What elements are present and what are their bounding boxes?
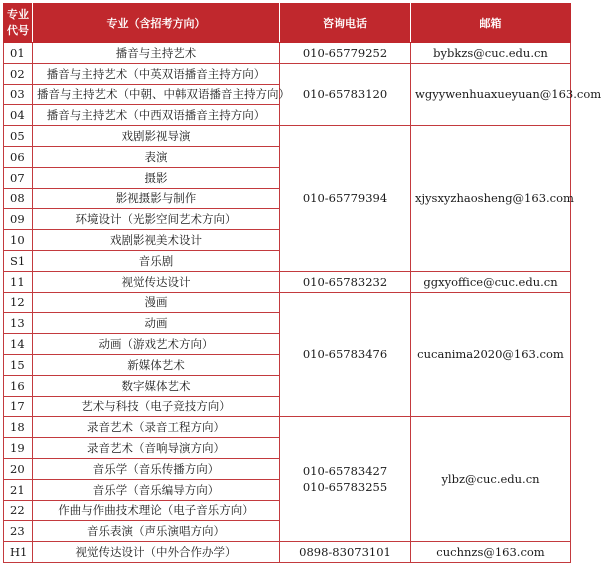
major-name: 表演 <box>33 146 280 167</box>
major-name: 音乐学（音乐传播方向） <box>33 458 280 479</box>
phone-number: 010-65779252 <box>302 45 388 60</box>
table-row <box>4 43 571 64</box>
header-code-line1: 专业 <box>7 8 29 21</box>
contact-phone <box>280 63 411 125</box>
contact-phone <box>280 126 411 272</box>
major-name: 影视摄影与制作 <box>33 188 280 209</box>
major-name: 录音艺术（音响导演方向） <box>33 438 280 459</box>
major-code: 08 <box>4 188 33 209</box>
major-name: 音乐学（音乐编导方向） <box>33 479 280 500</box>
major-code: 21 <box>4 479 33 500</box>
major-name: 录音艺术（录音工程方向） <box>33 417 280 438</box>
contact-email: cucanima2020@163.com <box>411 292 571 417</box>
major-name: 播音与主持艺术（中西双语播音主持方向） <box>33 105 280 126</box>
major-code: 19 <box>4 438 33 459</box>
major-name: 播音与主持艺术（中英双语播音主持方向） <box>33 63 280 84</box>
table-row <box>4 271 571 292</box>
major-name: 动画 <box>33 313 280 334</box>
major-name: 戏剧影视美术设计 <box>33 230 280 251</box>
phone-number: 0898-83073101 <box>299 545 391 560</box>
major-name: 视觉传达设计 <box>33 271 280 292</box>
phone-number: 010-65783476 <box>302 347 388 362</box>
phone-number: 010-65779394 <box>302 191 388 206</box>
header-code-line2: 代号 <box>7 24 29 37</box>
phone-number: 010-65783255 <box>302 480 388 495</box>
table-row <box>4 417 571 438</box>
major-code: 16 <box>4 375 33 396</box>
major-code: 06 <box>4 146 33 167</box>
major-code: 04 <box>4 105 33 126</box>
contact-email: xjysxyzhaosheng@163.com <box>411 126 571 272</box>
table-row <box>4 292 571 313</box>
major-code: 11 <box>4 271 33 292</box>
major-name: 播音与主持艺术（中朝、中韩双语播音主持方向） <box>33 84 280 105</box>
major-name: 环境设计（光影空间艺术方向） <box>33 209 280 230</box>
table-row <box>4 542 571 563</box>
major-code: 12 <box>4 292 33 313</box>
major-name: 艺术与科技（电子竞技方向） <box>33 396 280 417</box>
major-name: 数字媒体艺术 <box>33 375 280 396</box>
phone-number: 010-65783427 <box>302 464 388 479</box>
contact-phone <box>280 542 411 563</box>
contact-email: ggxyoffice@cuc.edu.cn <box>411 271 571 292</box>
major-name: 播音与主持艺术 <box>33 43 280 64</box>
major-code: 22 <box>4 500 33 521</box>
major-code: 17 <box>4 396 33 417</box>
major-name: 新媒体艺术 <box>33 354 280 375</box>
major-name: 动画（游戏艺术方向） <box>33 334 280 355</box>
major-name: 音乐剧 <box>33 250 280 271</box>
major-name: 视觉传达设计（中外合作办学） <box>33 542 280 563</box>
major-name: 摄影 <box>33 167 280 188</box>
header-code <box>4 4 33 43</box>
contact-phone <box>280 43 411 64</box>
admissions-contact-table <box>3 3 601 563</box>
major-code: 03 <box>4 84 33 105</box>
major-name: 作曲与作曲技术理论（电子音乐方向） <box>33 500 280 521</box>
major-code: S1 <box>4 250 33 271</box>
header-email: 邮箱 <box>411 4 571 43</box>
major-name: 戏剧影视导演 <box>33 126 280 147</box>
contact-email: bybkzs@cuc.edu.cn <box>411 43 571 64</box>
major-code: 20 <box>4 458 33 479</box>
major-code: 23 <box>4 521 33 542</box>
contact-phone <box>280 271 411 292</box>
major-code: 14 <box>4 334 33 355</box>
phone-number: 010-65783120 <box>302 87 388 102</box>
major-code: 13 <box>4 313 33 334</box>
major-code: 18 <box>4 417 33 438</box>
major-code: 05 <box>4 126 33 147</box>
header-major: 专业（含招考方向） <box>33 4 280 43</box>
header-phone: 咨询电话 <box>280 4 411 43</box>
contact-email: wgyywenhuaxueyuan@163.com <box>411 63 571 125</box>
major-code: 15 <box>4 354 33 375</box>
major-name: 漫画 <box>33 292 280 313</box>
major-name: 音乐表演（声乐演唱方向） <box>33 521 280 542</box>
table-row <box>4 63 571 84</box>
major-code: 09 <box>4 209 33 230</box>
contact-email: cuchnzs@163.com <box>411 542 571 563</box>
major-code: 02 <box>4 63 33 84</box>
major-code: 07 <box>4 167 33 188</box>
major-code: H1 <box>4 542 33 563</box>
major-code: 10 <box>4 230 33 251</box>
contact-email: ylbz@cuc.edu.cn <box>411 417 571 542</box>
header-row <box>4 4 571 43</box>
table-row <box>4 126 571 147</box>
major-code: 01 <box>4 43 33 64</box>
phone-number: 010-65783232 <box>302 274 388 289</box>
contact-phone <box>280 417 411 542</box>
contact-phone <box>280 292 411 417</box>
